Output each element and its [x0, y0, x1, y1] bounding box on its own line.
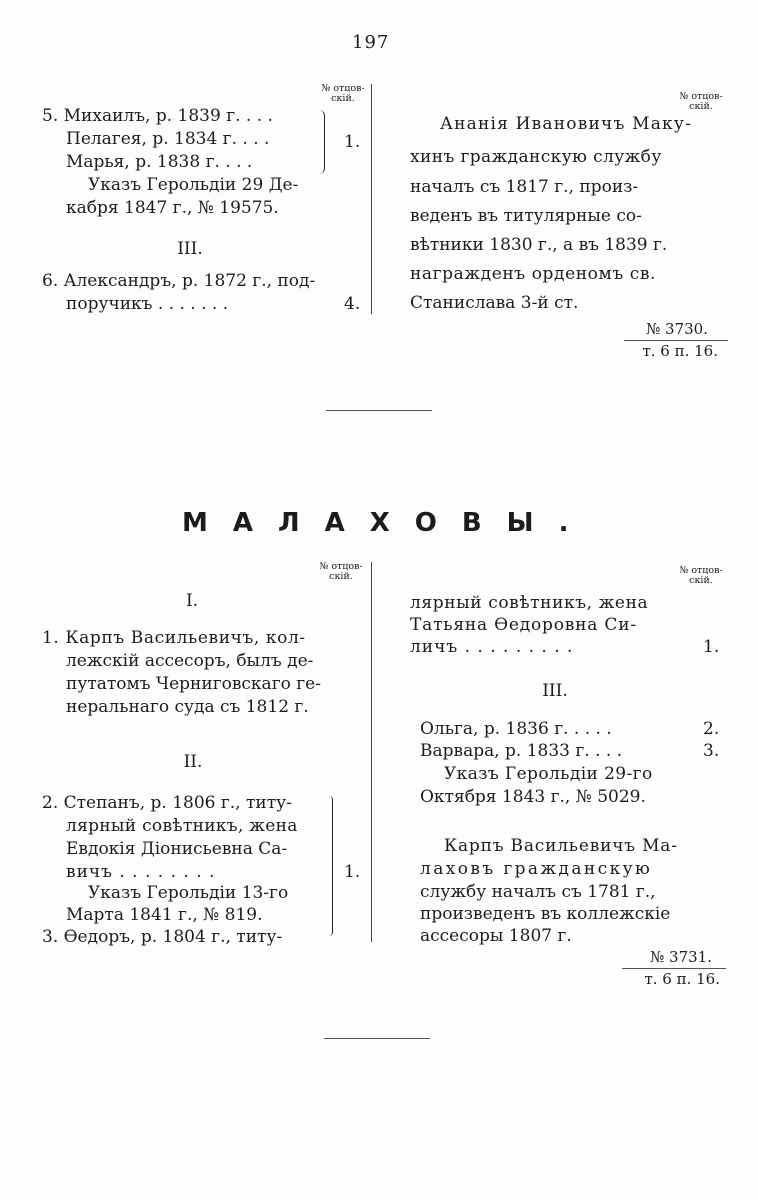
bio-line: Станислава 3-й ст.	[410, 293, 579, 313]
entry-mikhail: 5. Михаилъ, р. 1839 г. . . .	[42, 106, 273, 126]
entry-stepan-cont: Евдокія Діонисьевна Са-	[66, 839, 288, 859]
family-heading-text: МАЛАХОВЫ.	[182, 508, 594, 538]
reference-location: т. 6 п. 16.	[642, 342, 718, 360]
entry-karp: 1. Карпъ Васильевичъ, кол-	[42, 628, 306, 648]
section-roman-iii: III.	[177, 239, 203, 259]
section-roman-iii: III.	[542, 681, 568, 701]
column-header-left-bottom	[312, 562, 370, 582]
ukaz-line: кабря 1847 г., № 19575.	[66, 198, 279, 218]
column-header-line: № отцов-	[679, 91, 723, 102]
entry-number: 2.	[703, 719, 720, 739]
entry-fedor-cont: лярный совѣтникъ, жена	[410, 593, 649, 613]
entry-aleksandr: 6. Александръ, р. 1872 г., под-	[42, 271, 316, 291]
bio-line: лаховъ гражданскую	[420, 859, 653, 879]
entry-aleksandr-cont: поручикъ . . . . . . .	[66, 294, 229, 314]
ukaz-line: Марта 1841 г., № 819.	[66, 905, 263, 925]
reference-number: № 3731.	[650, 948, 712, 966]
section-roman-ii: II.	[183, 752, 203, 772]
column-header-line: скій.	[329, 571, 353, 582]
ukaz-line: Указъ Герольдіи 13-го	[88, 883, 289, 903]
column-header-right-top	[672, 92, 730, 112]
entry-fedor-cont: Татьяна Ѳедоровна Си-	[410, 615, 637, 635]
column-header-line: № отцов-	[679, 565, 723, 576]
column-header-line: скій.	[689, 101, 713, 112]
reference-location: т. 6 п. 16.	[644, 970, 720, 988]
entry-karp-cont: лежскій ассесоръ, былъ де-	[66, 651, 314, 671]
group-number: 1.	[703, 637, 720, 657]
column-header-line: скій.	[331, 93, 355, 104]
group-number: 1.	[344, 862, 361, 882]
column-header-line: № отцов-	[321, 83, 365, 94]
entry-number: 4.	[344, 294, 361, 314]
entry-stepan-cont: вичъ . . . . . . . .	[66, 862, 216, 882]
entry-fedor: 3. Ѳедоръ, р. 1804 г., титу-	[42, 927, 283, 947]
entry-fedor-cont: личъ . . . . . . . . .	[410, 637, 574, 657]
group-brace	[318, 110, 325, 174]
column-header-line: скій.	[689, 575, 713, 586]
bio-line: Карпъ Васильевичъ Ма-	[444, 836, 678, 856]
ukaz-line: Указъ Герольдіи 29-го	[444, 764, 653, 784]
entry-varvara: Варвара, р. 1833 г. . . .	[420, 741, 623, 761]
entry-pelageya: Пелагея, р. 1834 г. . . .	[66, 129, 270, 149]
family-heading	[182, 508, 594, 538]
bio-line: веденъ въ титулярные со-	[410, 206, 642, 226]
bio-line: службу началъ съ 1781 г.,	[420, 882, 656, 902]
entry-stepan: 2. Степанъ, р. 1806 г., титу-	[42, 793, 292, 813]
column-divider	[371, 84, 372, 314]
section-separator	[326, 410, 432, 411]
bio-line: хинъ гражданскую службу	[410, 147, 662, 167]
column-header-right-bottom	[672, 566, 730, 586]
bio-line: Ананія Ивановичъ Маку-	[440, 114, 693, 134]
entry-olga: Ольга, р. 1836 г. . . . .	[420, 719, 612, 739]
section-separator	[324, 1038, 430, 1039]
bio-line: ассесоры 1807 г.	[420, 926, 572, 946]
entry-number: 3.	[703, 741, 720, 761]
column-header-left-top	[314, 84, 372, 104]
bio-line: награжденъ орденомъ св.	[410, 264, 657, 284]
group-brace	[326, 796, 333, 936]
section-roman-i: I.	[185, 591, 199, 611]
ukaz-line: Указъ Герольдіи 29 Де-	[88, 175, 299, 195]
page-number: 197	[352, 32, 390, 53]
bio-line: началъ съ 1817 г., произ-	[410, 177, 639, 197]
entry-stepan-cont: лярный совѣтникъ, жена	[66, 816, 298, 836]
column-header-line: № отцов-	[319, 561, 363, 572]
bio-line: вѣтники 1830 г., а въ 1839 г.	[410, 235, 668, 255]
bio-line: произведенъ въ коллежскіе	[420, 904, 671, 924]
ukaz-line: Октября 1843 г., № 5029.	[420, 787, 646, 807]
column-divider	[371, 562, 372, 942]
entry-karp-cont: путатомъ Черниговскаго ге-	[66, 674, 321, 694]
entry-marya: Марья, р. 1838 г. . . .	[66, 152, 253, 172]
group-number: 1.	[344, 132, 361, 152]
reference-number: № 3730.	[646, 320, 708, 338]
entry-karp-cont: неральнаго суда съ 1812 г.	[66, 697, 309, 717]
